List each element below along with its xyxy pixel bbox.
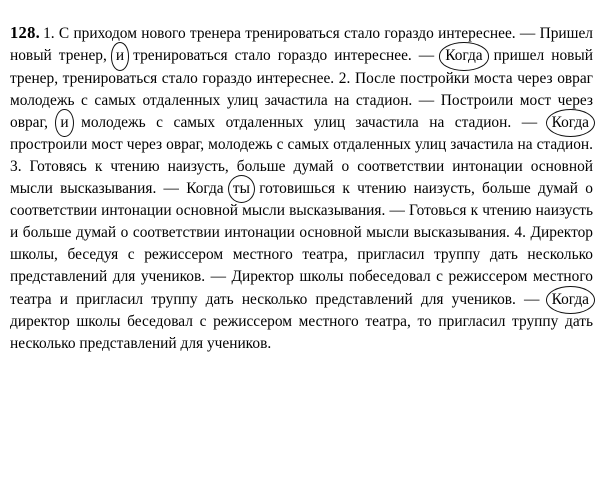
circled-word: Когда [548, 289, 593, 311]
circled-word: и [58, 112, 70, 134]
circled-word: и [114, 45, 126, 67]
circled-word: Когда [441, 45, 486, 67]
circled-word: Когда [548, 112, 593, 134]
exercise-paragraph [10, 22, 593, 354]
circled-word: ты [231, 178, 252, 200]
exercise-number: 128. [10, 23, 41, 43]
exercise-body: 1. С приходом нового тренера тренироваться стало гораздо интереснее. — Пришел новый тренер, и тренироваться стало гораздо интереснее. — Когда пришел новый тренер, тренироваться стало гораздо интереснее. 2. После постройки моста через овраг молодежь с самых отдаленных улиц зачастила на стадион. — Построили мост через овраг, и молодежь с самых отдаленных улиц зачастила на стадион. — Когда простроили мост через овраг, молодежь с самых отдаленных улиц зачастила на стадион. 3. Готовясь к чтению наизусть, больше думай о соответствии интонации основной мысли высказывания. — Когда ты готовишься к чтению наизусть, больше думай о соответствии интонации основной мысли высказывания. — Готовься к чтению наизусть и больше думай о соответствии интонации основной мысли высказывания. 4. Директор школы, беседуя с режиссером местного театра, пригласил труппу дать несколько представлений для учеников. — Директор школы побеседовал с режиссером местного театра и пригласил труппу дать несколько представлений для учеников. — Когда директор школы беседовал с режиссером местного театра, то пригласил труппу дать несколько представлений для учеников. [10, 25, 593, 352]
